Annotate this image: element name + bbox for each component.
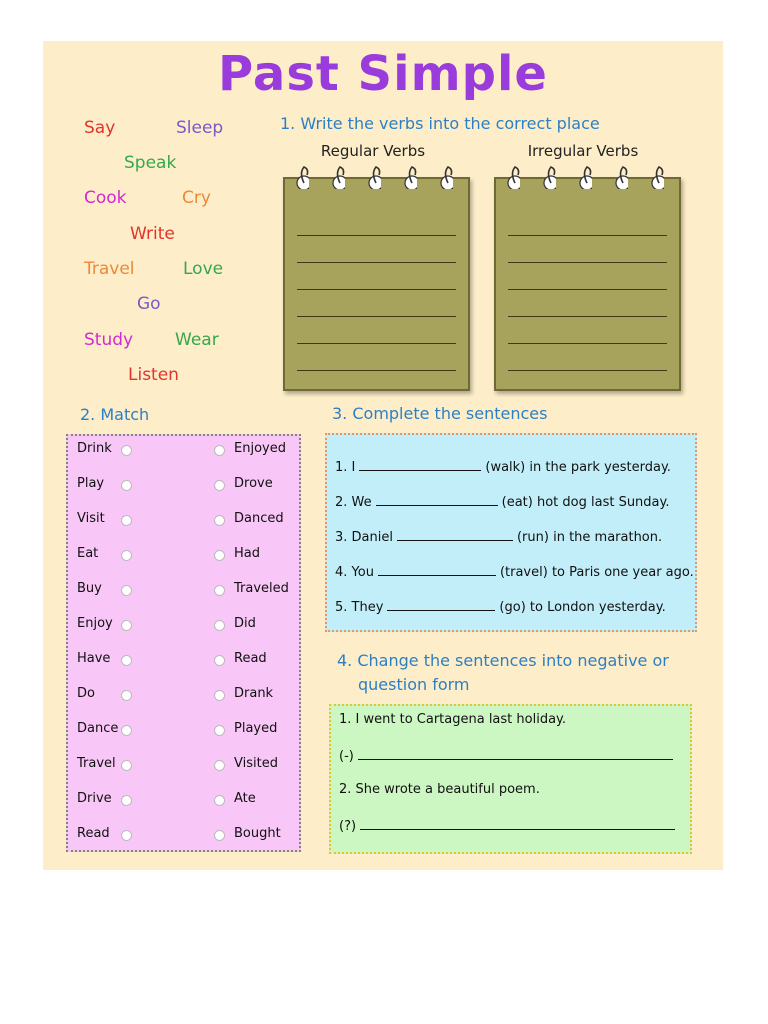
notepad-line [297,289,456,290]
match-right-word: Did [234,616,256,631]
sentence-end: (go) to London yesterday. [499,600,666,615]
match-left-word: Play [77,476,105,491]
regular-verbs-notepad[interactable] [283,177,470,391]
sentence-start: 5. They [335,600,384,615]
notepad-line [297,343,456,344]
match-right-dot[interactable] [214,550,225,561]
spiral-ring-icon [542,165,556,189]
spiral-ring-icon [295,165,309,189]
change-sentence-2: 2. She wrote a beautiful poem. [339,782,540,797]
match-left-dot[interactable] [121,690,132,701]
notepad-line [508,343,667,344]
match-right-word: Drank [234,686,274,701]
match-left-word: Have [77,651,111,666]
match-left-word: Buy [77,581,102,596]
match-left-word: Enjoy [77,616,113,631]
answer-blank[interactable] [360,817,675,830]
match-right-dot[interactable] [214,690,225,701]
match-right-dot[interactable] [214,620,225,631]
sentence-start: 1. I [335,460,356,475]
section4-heading-line1: 4. Change the sentences into negative or [337,651,669,670]
match-left-dot[interactable] [121,445,132,456]
match-right-word: Bought [234,826,281,841]
match-left-dot[interactable] [121,620,132,631]
verb-card[interactable]: Love [183,259,224,279]
verb-card[interactable]: Say [84,118,116,138]
match-right-dot[interactable] [214,480,225,491]
match-box [66,434,301,852]
match-right-dot[interactable] [214,725,225,736]
sentence-blank[interactable] [378,563,496,576]
spiral-ring-icon [506,165,520,189]
match-right-dot[interactable] [214,515,225,526]
notepad-line [508,370,667,371]
section3-heading: 3. Complete the sentences [332,404,548,423]
match-left-word: Drive [77,791,112,806]
sentence-blank[interactable] [387,598,495,611]
match-left-dot[interactable] [121,550,132,561]
match-right-word: Traveled [234,581,289,596]
match-left-dot[interactable] [121,795,132,806]
sentence-end: (walk) in the park yesterday. [485,460,671,475]
match-left-dot[interactable] [121,480,132,491]
verb-card[interactable]: Sleep [176,118,224,138]
verb-card[interactable]: Go [137,294,161,314]
match-right-dot[interactable] [214,445,225,456]
sentence-row [335,563,694,580]
match-left-word: Dance [77,721,119,736]
match-right-word: Drove [234,476,273,491]
match-left-word: Travel [77,756,116,771]
spiral-ring-icon [439,165,453,189]
answer-blank[interactable] [358,747,673,760]
sentence-end: (travel) to Paris one year ago. [499,565,694,580]
section4-heading-line2: question form [358,675,470,694]
match-left-word: Visit [77,511,105,526]
page-title: Past Simple [218,46,548,102]
match-right-word: Read [234,651,267,666]
sentence-start: 2. We [335,495,372,510]
sentence-blank[interactable] [397,528,513,541]
notepad-line [508,316,667,317]
match-left-word: Read [77,826,110,841]
verb-card[interactable]: Cry [182,188,211,208]
sentence-start: 4. You [335,565,374,580]
sentence-start: 3. Daniel [335,530,393,545]
match-right-word: Ate [234,791,256,806]
question-prompt: (?) [339,819,357,834]
match-right-dot[interactable] [214,760,225,771]
verb-card[interactable]: Travel [84,259,135,279]
spiral-ring-icon [331,165,345,189]
match-right-dot[interactable] [214,830,225,841]
change-sentence-1: 1. I went to Cartagena last holiday. [339,712,567,727]
verb-card[interactable]: Write [130,224,175,244]
spiral-ring-icon [403,165,417,189]
notepad-line [297,262,456,263]
section2-heading: 2. Match [80,405,150,424]
verb-card[interactable]: Wear [175,330,219,350]
regular-verbs-label: Regular Verbs [320,142,426,160]
match-right-word: Enjoyed [234,441,286,456]
match-left-word: Do [77,686,95,701]
match-left-dot[interactable] [121,830,132,841]
match-right-dot[interactable] [214,795,225,806]
verb-card[interactable]: Study [84,330,134,350]
irregular-verbs-label: Irregular Verbs [527,142,639,160]
match-left-dot[interactable] [121,515,132,526]
notepad-line [297,316,456,317]
sentence-row [335,528,662,545]
sentence-blank[interactable] [359,458,481,471]
notepad-line [297,235,456,236]
sentence-end: (run) in the marathon. [516,530,663,545]
notepad-line [508,235,667,236]
change-answer-1[interactable] [339,747,673,764]
match-right-dot[interactable] [214,655,225,666]
spiral-ring-icon [367,165,381,189]
sentence-end: (eat) hot dog last Sunday. [501,495,670,510]
match-right-word: Played [234,721,278,736]
match-left-dot[interactable] [121,760,132,771]
negative-prompt: (-) [339,749,354,764]
match-right-word: Visited [234,756,278,771]
verb-card[interactable]: Speak [124,153,177,173]
notepad-line [508,262,667,263]
spiral-ring-icon [650,165,664,189]
notepad-line [297,370,456,371]
match-left-word: Eat [77,546,99,561]
match-right-word: Had [234,546,260,561]
spiral-ring-icon [578,165,592,189]
sentence-row [335,458,671,475]
notepad-line [508,289,667,290]
match-left-dot[interactable] [121,655,132,666]
sentence-row [335,598,666,615]
verb-card[interactable]: Cook [84,188,127,208]
match-right-word: Danced [234,511,284,526]
section1-heading: 1. Write the verbs into the correct place [280,114,600,133]
change-answer-2[interactable] [339,817,675,834]
sentence-row [335,493,670,510]
match-left-dot[interactable] [121,585,132,596]
spiral-ring-icon [614,165,628,189]
match-left-dot[interactable] [121,725,132,736]
verb-card[interactable]: Listen [128,365,179,385]
match-left-word: Drink [77,441,112,456]
sentence-blank[interactable] [376,493,498,506]
match-right-dot[interactable] [214,585,225,596]
irregular-verbs-notepad[interactable] [494,177,681,391]
